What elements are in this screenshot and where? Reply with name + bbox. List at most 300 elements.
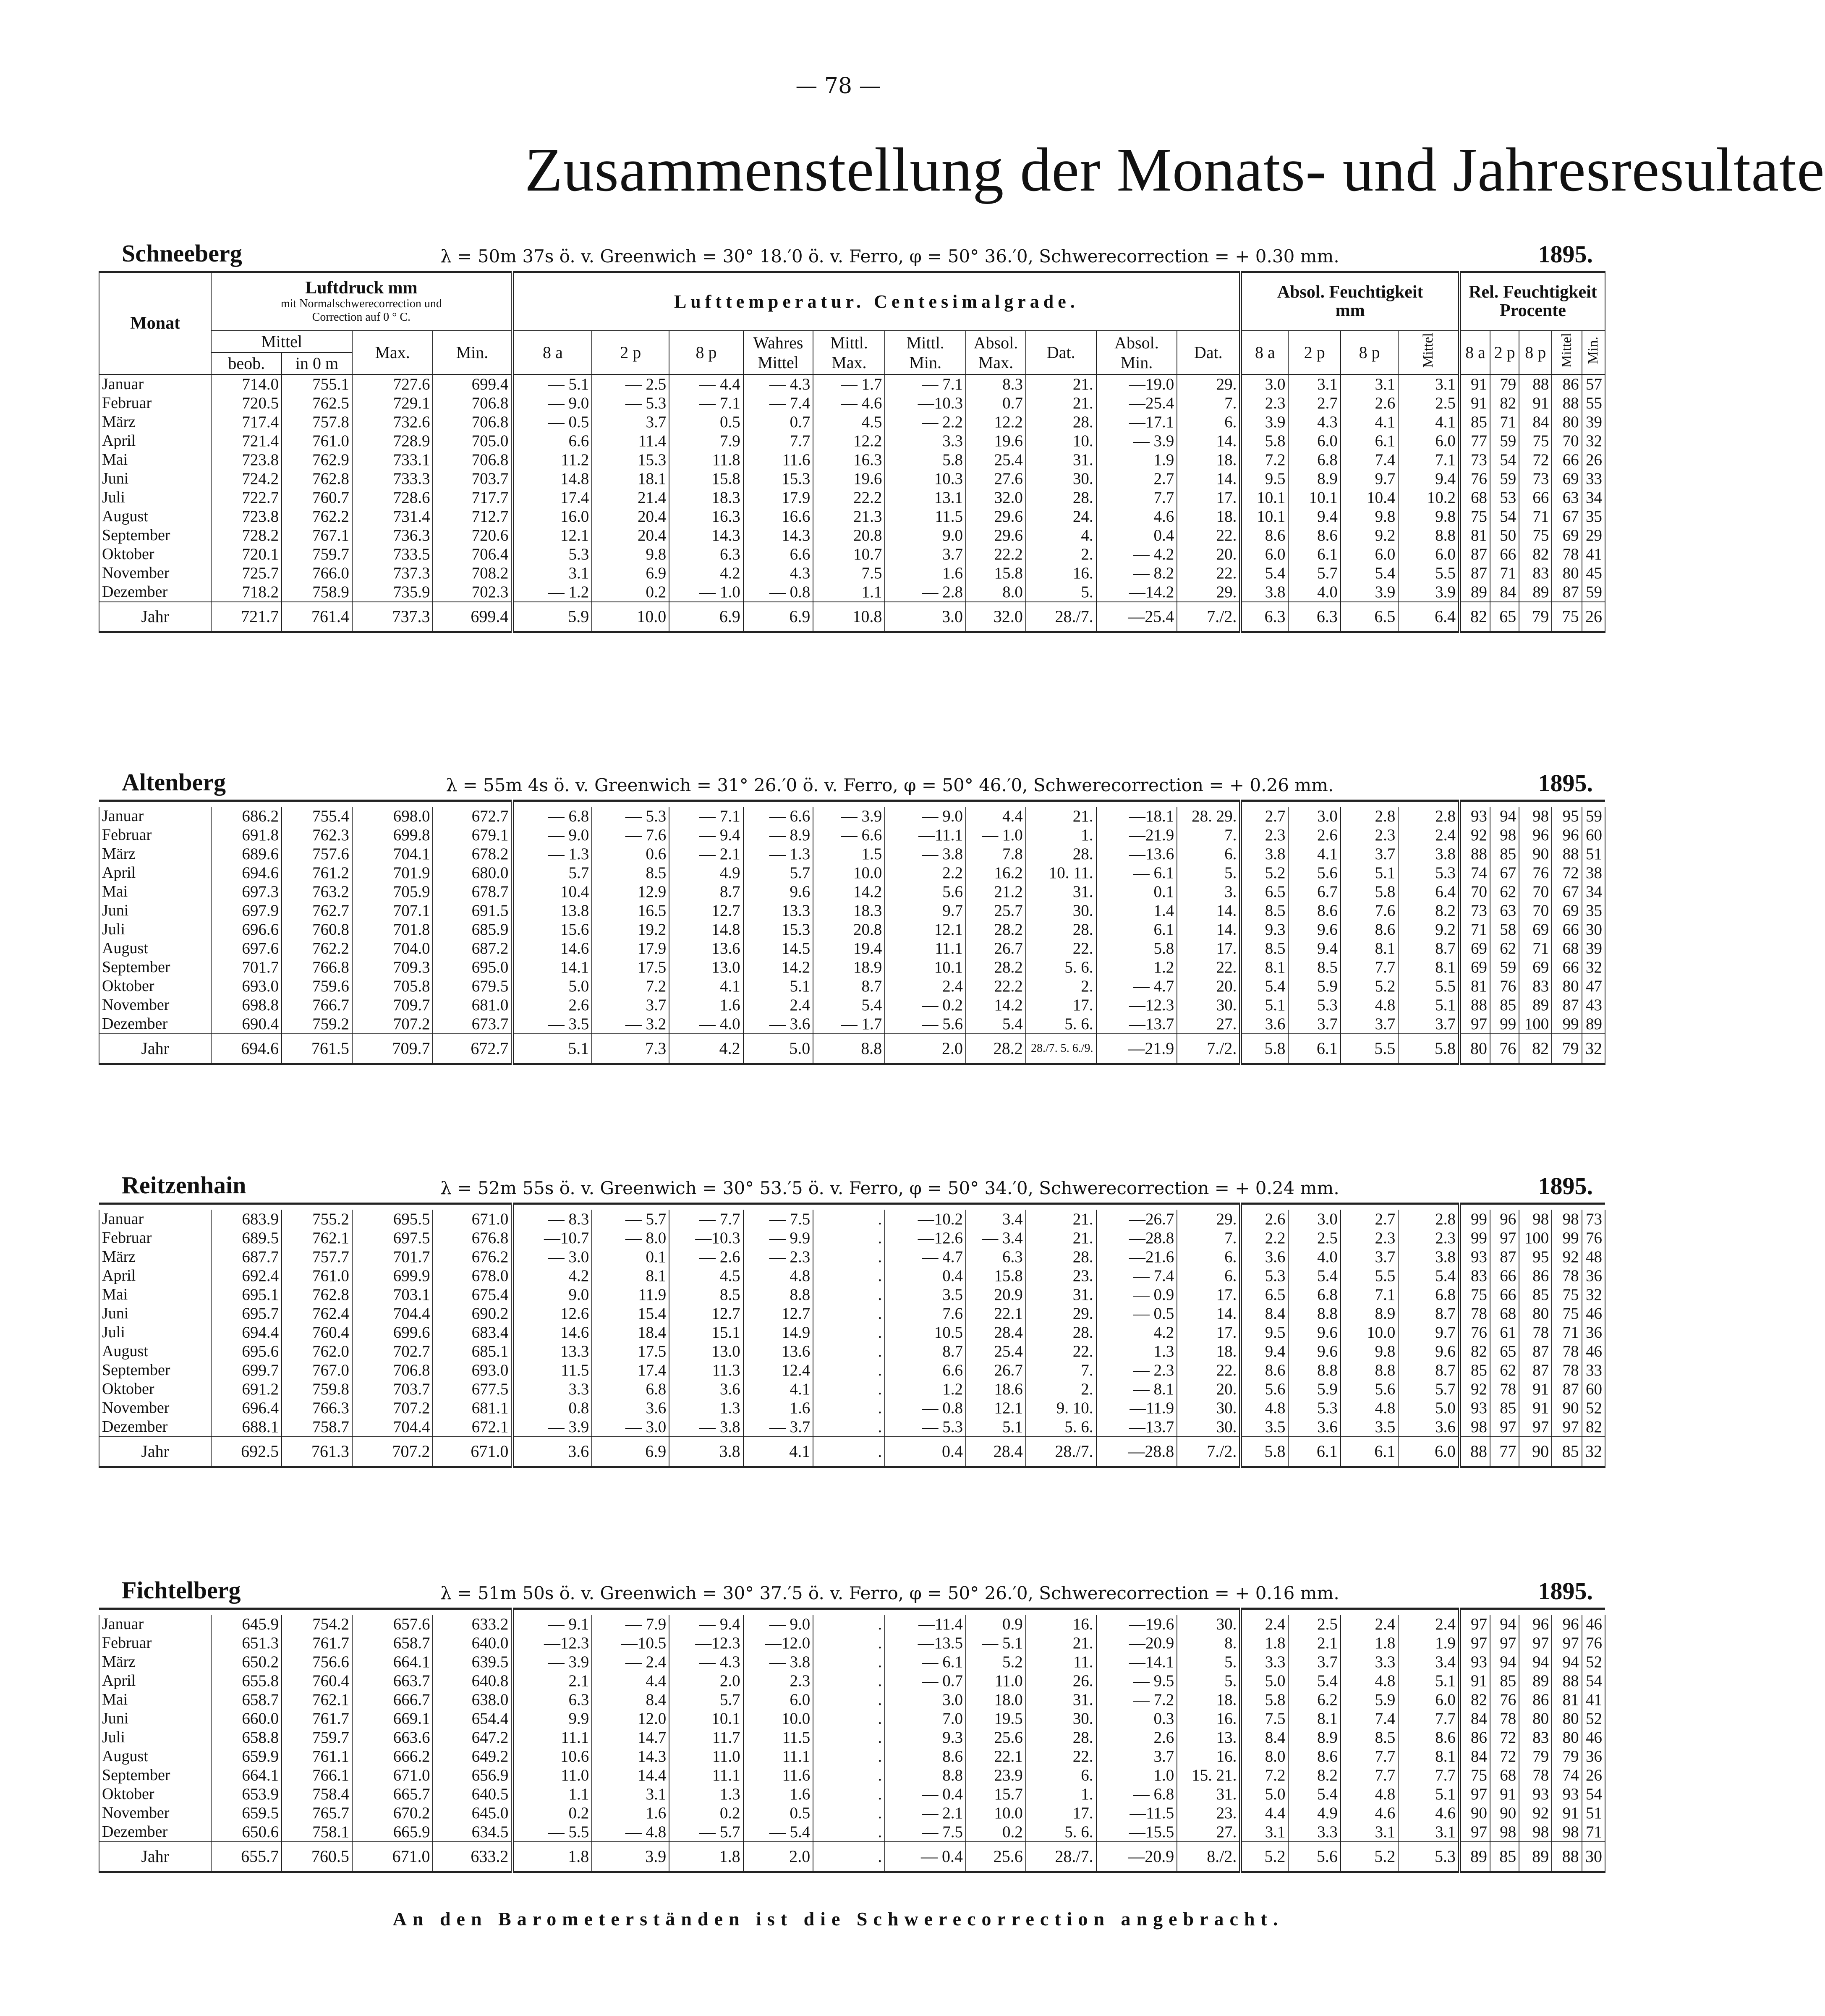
table-cell: 8.7 (1398, 1361, 1459, 1380)
header-lufttemperatur (512, 801, 1241, 807)
header-rel-feuchtigkeit-unit: Procente (1500, 301, 1566, 321)
table-cell: . (813, 1417, 885, 1437)
table-cell: 8.5 (669, 1285, 743, 1304)
table-cell: 98 (1519, 1823, 1552, 1842)
station-coordinates: λ = 55m 4s ö. v. Greenwich = 31° 26.′0 ö. v. Ferro, φ = 50° 46.′0, Schwerecorrection = + 0.26 mm. (446, 775, 1334, 795)
table-cell: — 6.1 (1096, 863, 1177, 882)
header-luftdruck (211, 272, 512, 331)
table-cell: 706.8 (433, 450, 512, 469)
table-cell: 707.1 (352, 901, 433, 920)
table-footer-jahr (99, 1034, 1605, 1064)
table-cell: 22.2 (813, 488, 885, 507)
table-cell: 2.3 (743, 1671, 813, 1690)
table-cell: 6.0 (1398, 545, 1459, 564)
table-cell: 84 (1490, 583, 1519, 602)
table-cell: 3.0 (885, 1690, 966, 1709)
table-cell: 5.0 (743, 1034, 813, 1064)
month-label: Juli (99, 488, 211, 507)
table-cell: 28.2 (966, 920, 1026, 939)
table-footer-jahr (99, 1437, 1605, 1467)
table-cell: 93 (1459, 1653, 1490, 1671)
table-cell: 9.8 (1341, 507, 1398, 526)
header-abs-8p-line1: 8 p (1359, 343, 1380, 362)
table-cell: 91 (1490, 1785, 1519, 1804)
header-monat (99, 1204, 211, 1210)
table-cell: 759.6 (282, 977, 352, 996)
table-cell: 6.2 (1288, 1690, 1340, 1709)
table-cell: 3.1 (1288, 374, 1340, 394)
table-cell: 692.5 (211, 1437, 282, 1467)
table-cell: 761.4 (282, 602, 352, 632)
table-cell: 5.0 (512, 977, 592, 996)
table-cell: 762.7 (282, 901, 352, 920)
table-cell: 94 (1490, 1615, 1519, 1634)
table-cell: 645.9 (211, 1615, 282, 1634)
table-cell: 14. (1177, 431, 1241, 450)
table-cell: 5.6 (1341, 1380, 1398, 1399)
table-cell: 8.6 (885, 1747, 966, 1766)
table-cell: 16.6 (743, 507, 813, 526)
table-cell: 13.6 (743, 1342, 813, 1361)
table-cell: 766.3 (282, 1399, 352, 1417)
table-cell: 91 (1519, 1380, 1552, 1399)
table-cell: 13.1 (885, 488, 966, 507)
table-cell: 3.5 (885, 1285, 966, 1304)
table-cell: 3.3 (1341, 1653, 1398, 1671)
table-row (99, 1266, 1605, 1285)
table-cell: 663.7 (352, 1671, 433, 1690)
table-cell: — 3.9 (813, 807, 885, 826)
header-abs-8a-line1: 8 a (1255, 343, 1275, 362)
header-rel-feuchtigkeit-label: Rel. Feuchtigkeit (1469, 282, 1597, 302)
table-cell: 11.1 (669, 1766, 743, 1785)
table-cell: 30 (1582, 1842, 1605, 1872)
table-cell: 3.3 (512, 1380, 592, 1399)
table-cell: 699.9 (352, 1266, 433, 1285)
table-cell: . (813, 1671, 885, 1690)
table-cell: 9.6 (743, 882, 813, 901)
table-cell: 68 (1460, 488, 1490, 507)
table-cell: 1.6 (592, 1804, 669, 1823)
table-cell: 29.6 (966, 526, 1026, 545)
table-cell: 0.1 (1096, 882, 1177, 901)
table-cell: 687.2 (433, 939, 512, 958)
header-rel-min-label: Min. (1585, 336, 1601, 364)
table-cell: 9.7 (1398, 1323, 1459, 1342)
table-cell: 3.1 (512, 564, 592, 583)
table-cell: 47 (1582, 977, 1605, 996)
table-cell: 672.7 (433, 807, 512, 826)
table-cell: 3.0 (1288, 807, 1340, 826)
table-cell: 94 (1490, 807, 1519, 826)
table-cell: 14.5 (743, 939, 813, 958)
table-cell: 9. 10. (1026, 1399, 1096, 1417)
table-cell: 4.0 (1288, 1247, 1340, 1266)
table-cell: —20.9 (1096, 1842, 1177, 1872)
table-cell: 5.3 (1398, 863, 1459, 882)
table-cell: 766.1 (282, 1766, 352, 1785)
table-cell: 16. (1177, 1747, 1241, 1766)
month-label: Dezember (99, 1823, 211, 1842)
table-cell: 647.2 (433, 1728, 512, 1747)
table-cell: 733.3 (352, 469, 433, 488)
station-name: Schneeberg (122, 240, 242, 267)
header-abs-2p-line1: 2 p (1304, 343, 1325, 362)
table-cell: 645.0 (433, 1804, 512, 1823)
month-label: Januar (99, 1615, 211, 1634)
month-label: April (99, 431, 211, 450)
table-cell: 2.4 (1341, 1615, 1398, 1634)
table-cell: 8.8 (1341, 1361, 1398, 1380)
table-cell: 83 (1519, 1728, 1552, 1747)
table-cell: 4.2 (1096, 1323, 1177, 1342)
table-cell: 6.7 (1288, 882, 1340, 901)
table-cell: 17. (1026, 1804, 1096, 1823)
table-cell: 2.7 (1096, 469, 1177, 488)
header-temp-2p-line1: 2 p (620, 343, 641, 362)
table-cell: 3.6 (1288, 1417, 1340, 1437)
table-cell: 8.0 (966, 583, 1026, 602)
table-cell: 22. (1177, 564, 1241, 583)
table-cell: 58 (1490, 920, 1519, 939)
table-cell: 9.6 (1288, 1342, 1340, 1361)
station-section (99, 1574, 1605, 1873)
table-cell: 6.1 (1341, 431, 1398, 450)
table-footer-jahr (99, 602, 1605, 632)
table-cell: 75 (1459, 1766, 1490, 1785)
month-label: September (99, 958, 211, 977)
table-cell: 5.4 (1241, 977, 1289, 996)
table-cell: 31. (1026, 882, 1096, 901)
table-cell: 761.3 (282, 1437, 352, 1467)
table-cell: 9.2 (1398, 920, 1459, 939)
table-cell: . (813, 1728, 885, 1747)
table-cell: 18.1 (592, 469, 669, 488)
table-cell: 35 (1582, 507, 1605, 526)
table-row (99, 1210, 1605, 1229)
table-row (99, 1342, 1605, 1361)
table-cell: 18.4 (592, 1323, 669, 1342)
station-header (99, 1169, 1605, 1203)
header-abs-mittel-label: Mittel (1420, 332, 1436, 368)
table-cell: 659.9 (211, 1747, 282, 1766)
table-cell: 14. (1177, 901, 1241, 920)
table-cell: 704.1 (352, 845, 433, 863)
table-cell: 87 (1460, 545, 1490, 564)
table-cell: 723.8 (211, 507, 282, 526)
table-cell: 99 (1459, 1229, 1490, 1247)
table-cell: . (813, 1766, 885, 1785)
header-rel-feuchtigkeit (1459, 801, 1605, 807)
table-cell: 2.3 (1241, 826, 1289, 845)
table-cell: 28.4 (966, 1323, 1026, 1342)
table-cell: 8.4 (1241, 1304, 1289, 1323)
table-cell: 89 (1519, 1671, 1552, 1690)
table-cell: 36 (1582, 1323, 1605, 1342)
table-cell: 10.3 (885, 469, 966, 488)
table-cell: 8.1 (1398, 1747, 1459, 1766)
table-cell: 16.0 (512, 507, 592, 526)
table-cell: 6.1 (1288, 1437, 1340, 1467)
header-absol-min-line1: Absol. (1114, 333, 1159, 352)
table-cell: — 6.6 (743, 807, 813, 826)
header-rel-2p-line1: 2 p (1494, 343, 1515, 362)
header-luftdruck-sub2: Correction auf 0 ° C. (312, 311, 411, 324)
table-cell: 17.9 (592, 939, 669, 958)
table-cell: —10.2 (885, 1210, 966, 1229)
table-cell: 28. 29. (1177, 807, 1241, 826)
table-cell: 694.6 (211, 863, 282, 882)
table-cell: 3.6 (1398, 1417, 1459, 1437)
header-absol-min (1096, 331, 1177, 374)
table-cell: 66 (1519, 488, 1552, 507)
table-cell: 46 (1582, 1615, 1605, 1634)
table-cell: 66 (1552, 450, 1582, 469)
table-cell: 760.8 (282, 920, 352, 939)
table-cell: 24. (1026, 507, 1096, 526)
table-cell: 41 (1582, 1690, 1605, 1709)
table-cell: 12.7 (743, 1304, 813, 1323)
table-cell: 3.7 (592, 413, 669, 431)
table-cell: —19.6 (1096, 1615, 1177, 1634)
table-cell: 699.8 (352, 826, 433, 845)
table-cell: 4.1 (1341, 413, 1398, 431)
header-mittl-min-line2: Min. (909, 353, 942, 372)
table-cell: 671.0 (433, 1210, 512, 1229)
table-cell: 658.7 (352, 1634, 433, 1653)
table-cell: 9.9 (512, 1709, 592, 1728)
table-cell: 86 (1552, 374, 1582, 394)
table-cell: 3.9 (592, 1842, 669, 1872)
table-cell: 83 (1519, 564, 1552, 583)
header-abs-2p (1288, 331, 1340, 374)
table-cell: 701.7 (352, 1247, 433, 1266)
table-cell: 6. (1177, 1266, 1241, 1285)
table-cell: 8./2. (1177, 1842, 1241, 1872)
table-cell: 737.3 (352, 564, 433, 583)
table-cell: 7. (1177, 1229, 1241, 1247)
month-label: März (99, 1247, 211, 1266)
table-cell: 2.6 (1096, 1728, 1177, 1747)
table-cell: 707.2 (352, 1437, 433, 1467)
table-cell: 737.3 (352, 602, 433, 632)
table-cell: 30. (1026, 469, 1096, 488)
table-cell: 755.4 (282, 807, 352, 826)
table-cell: . (813, 1747, 885, 1766)
table-cell: 11.0 (512, 1766, 592, 1785)
table-cell: — 3.6 (743, 1015, 813, 1034)
table-cell: 46 (1582, 1728, 1605, 1747)
table-cell: 2.0 (885, 1034, 966, 1064)
table-cell: 6.1 (1288, 1034, 1340, 1064)
table-row (99, 1728, 1605, 1747)
table-cell: 7.8 (966, 845, 1026, 863)
table-cell: 651.3 (211, 1634, 282, 1653)
table-cell: 15. 21. (1177, 1766, 1241, 1785)
table-cell: —21.9 (1096, 826, 1177, 845)
table-cell: 19.4 (813, 939, 885, 958)
table-cell: 85 (1459, 1361, 1490, 1380)
table-cell: 762.8 (282, 1285, 352, 1304)
table-cell: 85 (1490, 996, 1519, 1015)
table-cell: 3.7 (885, 545, 966, 564)
table-cell: 722.7 (211, 488, 282, 507)
table-cell: 5.8 (1241, 1034, 1289, 1064)
table-cell: 98 (1552, 1210, 1582, 1229)
table-cell: 17. (1177, 1323, 1241, 1342)
table-cell: 660.0 (211, 1709, 282, 1728)
header-abs-feuchtigkeit (1241, 801, 1460, 807)
jahr-label: Jahr (99, 1842, 211, 1872)
table-cell: 76 (1490, 1690, 1519, 1709)
table-cell: — 7.5 (885, 1823, 966, 1842)
table-cell: 10.1 (885, 958, 966, 977)
table-cell: 90 (1519, 845, 1552, 863)
table-cell: 7.2 (592, 977, 669, 996)
table-cell: 5.5 (1398, 977, 1459, 996)
table-cell: 686.2 (211, 807, 282, 826)
table-cell: . (813, 1785, 885, 1804)
table-cell: 2.0 (669, 1671, 743, 1690)
table-cell: 17. (1177, 488, 1241, 507)
table-cell: 1. (1026, 1785, 1096, 1804)
header-rel-feuchtigkeit (1460, 272, 1605, 331)
table-cell: 87 (1519, 1361, 1552, 1380)
table-cell: 3.0 (1241, 374, 1289, 394)
table-cell: —18.1 (1096, 807, 1177, 826)
table-cell: 19.2 (592, 920, 669, 939)
table-cell: 755.1 (282, 374, 352, 394)
station-name: Reitzenhain (122, 1171, 246, 1199)
table-cell: 11. (1026, 1653, 1096, 1671)
table-cell: — 6.8 (512, 807, 592, 826)
station-table (99, 1608, 1605, 1873)
table-row (99, 1785, 1605, 1804)
table-cell: 5.4 (1398, 1266, 1459, 1285)
table-cell: 70 (1519, 901, 1552, 920)
month-label: Juni (99, 1709, 211, 1728)
table-cell: 701.8 (352, 920, 433, 939)
table-cell: 19.6 (813, 469, 885, 488)
table-cell: 18.3 (669, 488, 743, 507)
table-cell: 761.7 (282, 1709, 352, 1728)
table-cell: 97 (1459, 1823, 1490, 1842)
table-cell: 8.5 (1288, 958, 1340, 977)
table-cell: 16.5 (592, 901, 669, 920)
page-number: — 78 — (795, 73, 881, 99)
table-cell: 72 (1490, 1747, 1519, 1766)
station-section (99, 1169, 1605, 1468)
table-cell: 32 (1582, 431, 1605, 450)
table-cell: 71 (1490, 413, 1519, 431)
table-cell: 0.5 (669, 413, 743, 431)
jahr-row (99, 1034, 1605, 1064)
jahr-label: Jahr (99, 1034, 211, 1064)
table-cell: 703.7 (352, 1380, 433, 1399)
header-luftdruck (211, 1609, 512, 1615)
table-cell: 633.2 (433, 1842, 512, 1872)
table-cell: 50 (1490, 526, 1519, 545)
table-cell: 17. (1177, 1285, 1241, 1304)
table-cell: — 9.9 (743, 1229, 813, 1247)
table-cell: 73 (1459, 901, 1490, 920)
table-cell: 85 (1490, 1842, 1519, 1872)
table-cell: 679.1 (433, 826, 512, 845)
table-body (99, 374, 1605, 602)
header-row (99, 331, 1605, 353)
table-cell: 728.2 (211, 526, 282, 545)
table-cell: — 3.0 (592, 1417, 669, 1437)
table-cell: 659.5 (211, 1804, 282, 1823)
table-cell: 29.6 (966, 507, 1026, 526)
header-mittl-min (885, 331, 966, 374)
table-cell: 26 (1582, 1766, 1605, 1785)
table-cell: —10.3 (885, 394, 966, 413)
table-cell: 26. (1026, 1671, 1096, 1690)
table-cell: 7.3 (592, 1034, 669, 1064)
table-cell: 15.4 (592, 1304, 669, 1323)
table-cell: 0.7 (966, 394, 1026, 413)
station-section (99, 237, 1605, 633)
table-cell: 691.8 (211, 826, 282, 845)
header-absol-max-line1: Absol. (973, 333, 1018, 352)
table-cell: —12.0 (743, 1634, 813, 1653)
table-cell: 2.7 (1241, 807, 1289, 826)
table-cell: 11.9 (592, 1285, 669, 1304)
table-cell: 87 (1552, 583, 1582, 602)
header-luftdruck (211, 1204, 512, 1210)
table-cell: 78 (1519, 1323, 1552, 1342)
table-cell: 3.5 (1241, 1417, 1289, 1437)
table-row (99, 1361, 1605, 1380)
month-label: April (99, 1671, 211, 1690)
table-cell: 14.1 (512, 958, 592, 977)
table-cell: — 9.5 (1096, 1671, 1177, 1690)
table-cell: 1.3 (669, 1785, 743, 1804)
table-cell: 678.0 (433, 1266, 512, 1285)
table-cell: 649.2 (433, 1747, 512, 1766)
table-cell: 93 (1459, 807, 1490, 826)
table-cell: 678.7 (433, 882, 512, 901)
table-cell: 80 (1552, 413, 1582, 431)
footnote: An den Barometerständen ist die Schwerecorrection angebracht. (392, 1908, 1284, 1930)
table-cell: 18. (1177, 507, 1241, 526)
table-cell: 732.6 (352, 413, 433, 431)
table-cell: — 0.8 (885, 1399, 966, 1417)
header-mittl-max-line2: Max. (831, 353, 867, 372)
table-cell: 71 (1490, 564, 1519, 583)
table-cell: 81 (1552, 1690, 1582, 1709)
header-row (99, 801, 1605, 807)
table-row (99, 882, 1605, 901)
table-cell: 21.2 (966, 882, 1026, 901)
table-cell: 656.9 (433, 1766, 512, 1785)
table-cell: — 4.3 (743, 374, 813, 394)
table-cell: 30. (1177, 1615, 1241, 1634)
table-cell: 46 (1582, 1304, 1605, 1323)
table-cell: 78 (1552, 1342, 1582, 1361)
table-cell: —13.6 (1096, 845, 1177, 863)
table-cell: 87 (1460, 564, 1490, 583)
table-cell: 88 (1552, 394, 1582, 413)
station-year: 1895. (1538, 241, 1593, 268)
table-cell: 10.4 (1341, 488, 1398, 507)
table-cell: 69 (1459, 939, 1490, 958)
table-cell: 720.6 (433, 526, 512, 545)
table-cell: 9.4 (1288, 939, 1340, 958)
table-cell: 32 (1582, 1437, 1605, 1467)
month-label: September (99, 1361, 211, 1380)
